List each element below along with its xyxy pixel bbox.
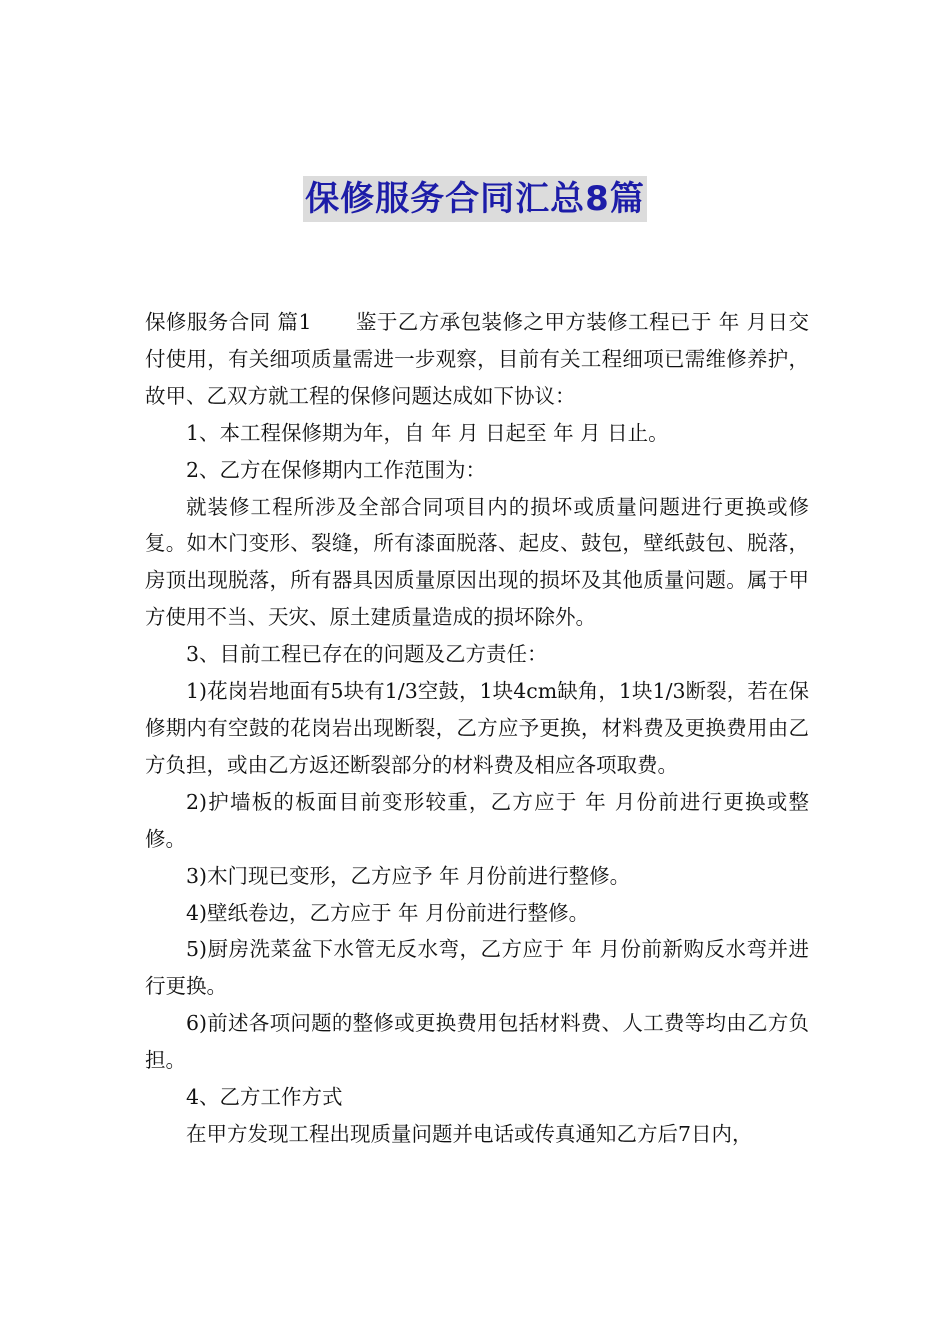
paragraph: 4)壁纸卷边，乙方应于 年 月份前进行整修。 (186, 900, 590, 925)
paragraph: 6)前述各项问题的整修或更换费用包括材料费、人工费等均由乙方负担。 (145, 1011, 809, 1073)
paragraph: 3)木门现已变形，乙方应予 年 月份前进行整修。 (186, 863, 631, 888)
paragraph: 3、目前工程已存在的问题及乙方责任： (186, 642, 548, 667)
document-title-container (0, 176, 950, 222)
paragraph: 就装修工程所涉及全部合同项目内的损坏或质量问题进行更换或修复。如木门变形、裂缝，所有漆面脱落、起皮、鼓包，壁纸鼓包、脱落，房顶出现脱落，所有器具因质量原因出现的损坏及其他质量问题。属于甲方使用不当、天灾、原土建质量造成的损坏除外。 (145, 494, 809, 630)
paragraph: 5)厨房洗菜盆下水管无反水弯，乙方应于 年 月份前新购反水弯并进行更换。 (145, 937, 809, 999)
document-title: 保修服务合同汇总8篇 (303, 176, 647, 222)
paragraph: 1、本工程保修期为年，自 年 月 日起至 年 月 日止。 (186, 420, 669, 445)
document-body (145, 304, 809, 1153)
paragraph: 1)花岗岩地面有5块有1/3空鼓，1块4cm缺角，1块1/3断裂，若在保修期内有空鼓的花岗岩出现断裂，乙方应予更换，材料费及更换费用由乙方负担，或由乙方返还断裂部分的材料费及相应各项取费。 (145, 679, 809, 777)
intro-text: 鉴于乙方承包装修之甲方装修工程已于 年 月日交付使用，有关细项质量需进一步观察，目前有关工程细项已需维修养护，故甲、乙双方就工程的保修问题达成如下协议： (145, 310, 809, 408)
paragraph: 2)护墙板的板面目前变形较重，乙方应于 年 月份前进行更换或整修。 (145, 789, 809, 851)
intro-paragraph (145, 304, 809, 415)
paragraph: 4、乙方工作方式 (186, 1085, 343, 1110)
paragraph: 2、乙方在保修期内工作范围为： (186, 457, 487, 482)
paragraph: 在甲方发现工程出现质量问题并电话或传真通知乙方后7日内， (186, 1121, 753, 1146)
section-label: 保修服务合同 篇1 (145, 310, 312, 334)
